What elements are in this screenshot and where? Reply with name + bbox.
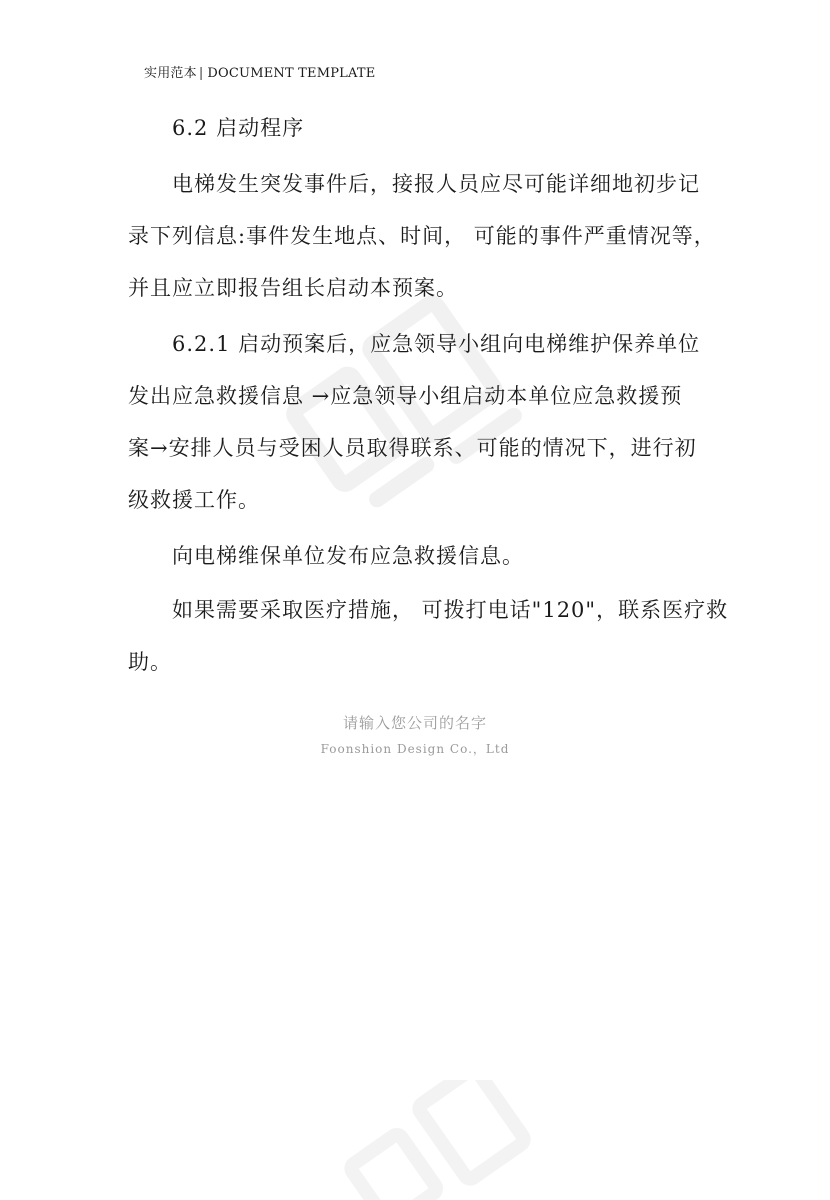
header-separator: | xyxy=(198,66,204,81)
paragraph-line: 发出应急救援信息 →应急领导小组启动本单位应急救援预 xyxy=(128,384,683,408)
paragraph-line: 级救援工作。 xyxy=(128,488,260,512)
paragraph-line: 助。 xyxy=(128,650,172,674)
header-left-text: 实用范本 xyxy=(144,66,197,81)
footer-company-name: 请输入您公司的名字 xyxy=(342,714,487,732)
header-right-text: DOCUMENT TEMPLATE xyxy=(207,66,376,81)
watermark-logo-bottom xyxy=(320,1080,560,1200)
paragraph-line: 向电梯维保单位发布应急救援信息。 xyxy=(172,544,524,568)
footer-company-english: Foonshion Design Co.，Ltd xyxy=(320,742,510,756)
section-heading: 6.2 启动程序 xyxy=(172,116,305,140)
paragraph-line: 并且应立即报告组长启动本预案。 xyxy=(128,276,458,300)
paragraph-line: 如果需要采取医疗措施， 可拨打电话"120"，联系医疗救 xyxy=(172,598,729,622)
paragraph-line: 录下列信息:事件发生地点、时间， 可能的事件严重情况等， xyxy=(128,224,716,248)
paragraph-line: 电梯发生突发事件后，接报人员应尽可能详细地初步记 xyxy=(172,172,700,196)
paragraph-line: 6.2.1 启动预案后，应急领导小组向电梯维护保养单位 xyxy=(172,332,701,356)
document-header xyxy=(144,62,375,81)
watermark-logo xyxy=(270,280,530,540)
paragraph-line: 案→安排人员与受困人员取得联系、可能的情况下，进行初 xyxy=(128,436,697,460)
